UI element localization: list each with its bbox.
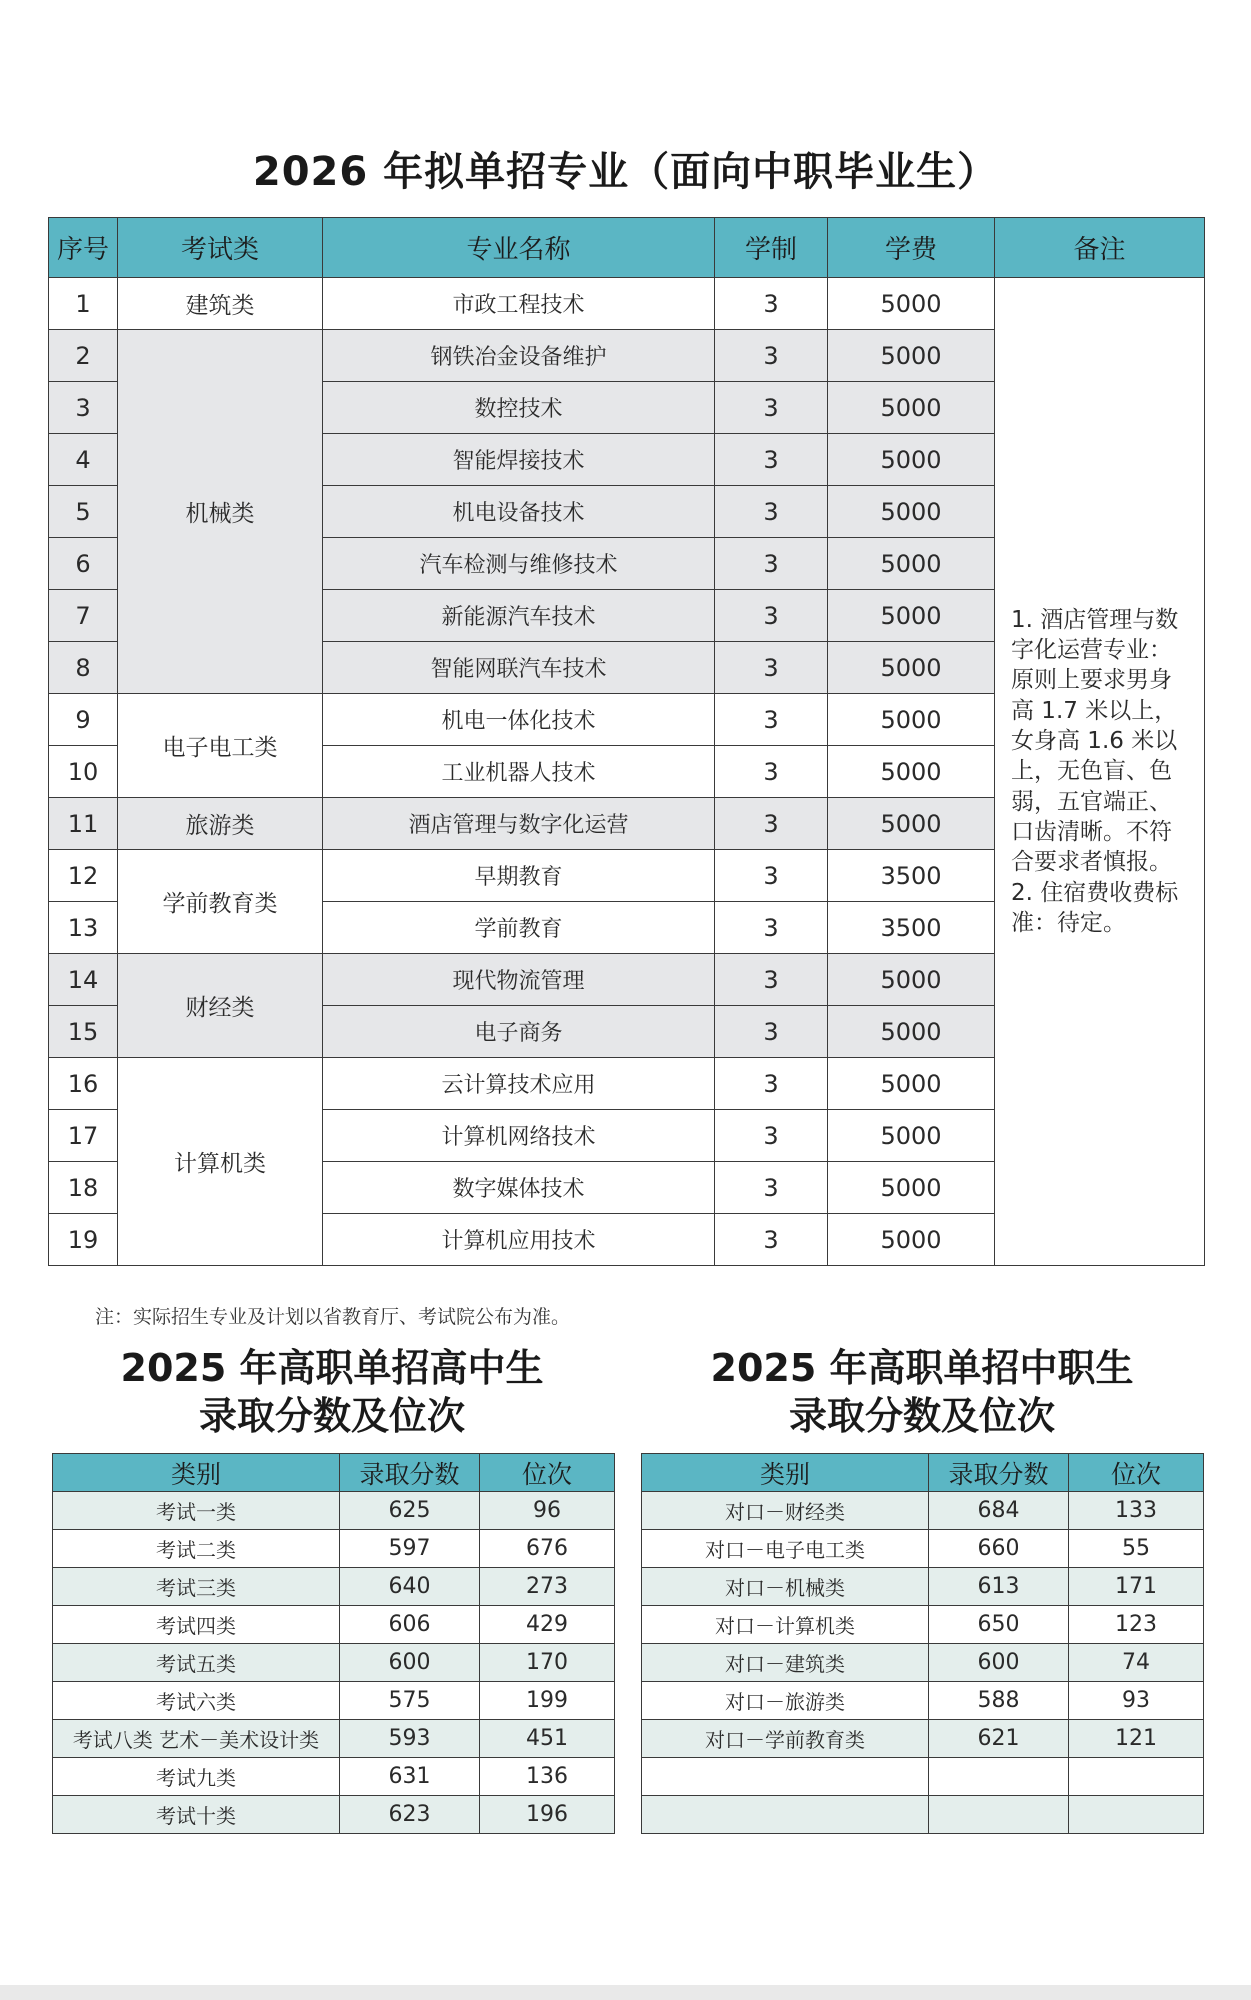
fee-cell: 5000: [828, 746, 995, 798]
fee-cell: 5000: [828, 486, 995, 538]
empty-cell: [929, 1758, 1069, 1796]
major-name: 计算机网络技术: [323, 1110, 715, 1162]
score-cell: 684: [929, 1492, 1069, 1530]
remark-line: 1. 酒店管理与数字化运营专业：原则上要求男身高 1.7 米以上，女身高 1.6 米以上，无色盲、色弱，五官端正、口齿清晰。不符合要求者慎报。: [1011, 606, 1179, 876]
rank-cell: 199: [480, 1682, 615, 1720]
years-cell: 3: [715, 954, 828, 1006]
rank-cell: 93: [1069, 1682, 1204, 1720]
header-years: 学制: [715, 218, 828, 278]
remark-line: 2. 住宿费收费标准：待定。: [1011, 879, 1179, 937]
header-rank: 位次: [1069, 1454, 1204, 1492]
remark-cell: [995, 278, 1205, 1266]
table-row: [642, 1606, 1204, 1644]
table-row: [53, 1568, 615, 1606]
bottom-strip: [0, 1985, 1251, 2000]
row-no: 10: [49, 746, 118, 798]
header-no: 序号: [49, 218, 118, 278]
row-no: 15: [49, 1006, 118, 1058]
high-school-score-table: [52, 1453, 615, 1834]
fee-cell: 5000: [828, 1110, 995, 1162]
score-cell: 600: [340, 1644, 480, 1682]
years-cell: 3: [715, 1162, 828, 1214]
row-no: 6: [49, 538, 118, 590]
years-cell: 3: [715, 434, 828, 486]
empty-cell: [929, 1796, 1069, 1834]
category-cell: 对口－电子电工类: [642, 1530, 929, 1568]
empty-cell: [1069, 1796, 1204, 1834]
category-cell: 考试八类 艺术－美术设计类: [53, 1720, 340, 1758]
score-cell: 606: [340, 1606, 480, 1644]
row-no: 2: [49, 330, 118, 382]
row-no: 8: [49, 642, 118, 694]
empty-cell: [642, 1796, 929, 1834]
rank-cell: 273: [480, 1568, 615, 1606]
rank-cell: 55: [1069, 1530, 1204, 1568]
major-name: 数控技术: [323, 382, 715, 434]
right-section-title: [642, 1345, 1202, 1440]
major-name: 新能源汽车技术: [323, 590, 715, 642]
rank-cell: 451: [480, 1720, 615, 1758]
category-cell: 考试四类: [53, 1606, 340, 1644]
score-cell: 631: [340, 1758, 480, 1796]
major-name: 早期教育: [323, 850, 715, 902]
fee-cell: 3500: [828, 850, 995, 902]
category-cell: 考试五类: [53, 1644, 340, 1682]
empty-row: [642, 1796, 1204, 1834]
score-cell: 650: [929, 1606, 1069, 1644]
category-cell: 对口－学前教育类: [642, 1720, 929, 1758]
empty-row: [642, 1758, 1204, 1796]
table-row: [53, 1606, 615, 1644]
left-title-line1: 2025 年高职单招高中生: [120, 1346, 544, 1390]
empty-cell: [1069, 1758, 1204, 1796]
major-name: 智能焊接技术: [323, 434, 715, 486]
years-cell: 3: [715, 1214, 828, 1266]
table-row: [53, 1758, 615, 1796]
category-cell: 建筑类: [118, 278, 323, 330]
rank-cell: 121: [1069, 1720, 1204, 1758]
fee-cell: 3500: [828, 902, 995, 954]
rank-cell: 133: [1069, 1492, 1204, 1530]
right-title-line2: 录取分数及位次: [788, 1393, 1055, 1438]
major-name: 酒店管理与数字化运营: [323, 798, 715, 850]
table-row: [642, 1682, 1204, 1720]
header-remark: 备注: [995, 218, 1205, 278]
fee-cell: 5000: [828, 1214, 995, 1266]
years-cell: 3: [715, 330, 828, 382]
years-cell: 3: [715, 486, 828, 538]
table-row: [642, 1644, 1204, 1682]
major-name: 工业机器人技术: [323, 746, 715, 798]
years-cell: 3: [715, 642, 828, 694]
major-name: 数字媒体技术: [323, 1162, 715, 1214]
category-cell: 对口－机械类: [642, 1568, 929, 1606]
score-cell: 640: [340, 1568, 480, 1606]
left-title-line2: 录取分数及位次: [198, 1393, 465, 1438]
row-no: 14: [49, 954, 118, 1006]
score-cell: 593: [340, 1720, 480, 1758]
page-title: 2026 年拟单招专业（面向中职毕业生）: [252, 149, 999, 195]
majors-header-row: [49, 218, 1205, 278]
category-cell: 机械类: [118, 330, 323, 694]
rank-cell: 171: [1069, 1568, 1204, 1606]
header-category: 类别: [53, 1454, 340, 1492]
footnote: 注：实际招生专业及计划以省教育厅、考试院公布为准。: [95, 1306, 571, 1328]
score-cell: 660: [929, 1530, 1069, 1568]
rank-cell: 136: [480, 1758, 615, 1796]
category-cell: 对口－旅游类: [642, 1682, 929, 1720]
category-cell: 旅游类: [118, 798, 323, 850]
header-fee: 学费: [828, 218, 995, 278]
score-cell: 588: [929, 1682, 1069, 1720]
fee-cell: 5000: [828, 954, 995, 1006]
category-cell: 考试一类: [53, 1492, 340, 1530]
score-cell: 575: [340, 1682, 480, 1720]
table-row: [53, 1644, 615, 1682]
score-cell: 613: [929, 1568, 1069, 1606]
rank-cell: 676: [480, 1530, 615, 1568]
table-row: [642, 1568, 1204, 1606]
category-cell: 考试六类: [53, 1682, 340, 1720]
years-cell: 3: [715, 278, 828, 330]
table-row: [642, 1530, 1204, 1568]
category-cell: 学前教育类: [118, 850, 323, 954]
fee-cell: 5000: [828, 694, 995, 746]
rank-cell: 96: [480, 1492, 615, 1530]
years-cell: 3: [715, 850, 828, 902]
fee-cell: 5000: [828, 382, 995, 434]
major-name: 云计算技术应用: [323, 1058, 715, 1110]
table-row: [49, 278, 1205, 330]
header-major: 专业名称: [323, 218, 715, 278]
table-row: [53, 1720, 615, 1758]
major-name: 汽车检测与维修技术: [323, 538, 715, 590]
category-cell: 电子电工类: [118, 694, 323, 798]
category-cell: 考试二类: [53, 1530, 340, 1568]
major-name: 市政工程技术: [323, 278, 715, 330]
table-row: [642, 1720, 1204, 1758]
rank-cell: 429: [480, 1606, 615, 1644]
row-no: 11: [49, 798, 118, 850]
row-no: 17: [49, 1110, 118, 1162]
major-name: 智能网联汽车技术: [323, 642, 715, 694]
score-header-row: [642, 1454, 1204, 1492]
empty-cell: [642, 1758, 929, 1796]
fee-cell: 5000: [828, 278, 995, 330]
years-cell: 3: [715, 694, 828, 746]
row-no: 16: [49, 1058, 118, 1110]
row-no: 4: [49, 434, 118, 486]
category-cell: 对口－计算机类: [642, 1606, 929, 1644]
row-no: 12: [49, 850, 118, 902]
row-no: 13: [49, 902, 118, 954]
row-no: 1: [49, 278, 118, 330]
header-score: 录取分数: [929, 1454, 1069, 1492]
table-row: [642, 1492, 1204, 1530]
fee-cell: 5000: [828, 434, 995, 486]
table-row: [53, 1530, 615, 1568]
rank-cell: 196: [480, 1796, 615, 1834]
years-cell: 3: [715, 382, 828, 434]
category-cell: 财经类: [118, 954, 323, 1058]
category-cell: 对口－建筑类: [642, 1644, 929, 1682]
fee-cell: 5000: [828, 1058, 995, 1110]
major-name: 现代物流管理: [323, 954, 715, 1006]
table-row: [53, 1796, 615, 1834]
score-header-row: [53, 1454, 615, 1492]
fee-cell: 5000: [828, 1006, 995, 1058]
score-cell: 623: [340, 1796, 480, 1834]
fee-cell: 5000: [828, 538, 995, 590]
vocational-score-table: [641, 1453, 1204, 1834]
row-no: 19: [49, 1214, 118, 1266]
row-no: 9: [49, 694, 118, 746]
header-category: 类别: [642, 1454, 929, 1492]
table-row: [53, 1492, 615, 1530]
row-no: 18: [49, 1162, 118, 1214]
years-cell: 3: [715, 590, 828, 642]
table-row: [53, 1682, 615, 1720]
years-cell: 3: [715, 1058, 828, 1110]
category-cell: 考试十类: [53, 1796, 340, 1834]
category-cell: 对口－财经类: [642, 1492, 929, 1530]
major-name: 学前教育: [323, 902, 715, 954]
row-no: 3: [49, 382, 118, 434]
rank-cell: 123: [1069, 1606, 1204, 1644]
row-no: 7: [49, 590, 118, 642]
fee-cell: 5000: [828, 642, 995, 694]
rank-cell: 74: [1069, 1644, 1204, 1682]
major-name: 电子商务: [323, 1006, 715, 1058]
fee-cell: 5000: [828, 590, 995, 642]
category-cell: 考试九类: [53, 1758, 340, 1796]
fee-cell: 5000: [828, 330, 995, 382]
majors-table: [48, 217, 1205, 1266]
score-cell: 621: [929, 1720, 1069, 1758]
major-name: 机电设备技术: [323, 486, 715, 538]
years-cell: 3: [715, 1006, 828, 1058]
right-title-line1: 2025 年高职单招中职生: [710, 1346, 1134, 1390]
years-cell: 3: [715, 538, 828, 590]
years-cell: 3: [715, 1110, 828, 1162]
header-rank: 位次: [480, 1454, 615, 1492]
years-cell: 3: [715, 902, 828, 954]
left-section-title: [52, 1345, 612, 1440]
years-cell: 3: [715, 746, 828, 798]
rank-cell: 170: [480, 1644, 615, 1682]
header-category: 考试类: [118, 218, 323, 278]
row-no: 5: [49, 486, 118, 538]
score-cell: 600: [929, 1644, 1069, 1682]
fee-cell: 5000: [828, 1162, 995, 1214]
category-cell: 计算机类: [118, 1058, 323, 1266]
fee-cell: 5000: [828, 798, 995, 850]
category-cell: 考试三类: [53, 1568, 340, 1606]
years-cell: 3: [715, 798, 828, 850]
major-name: 机电一体化技术: [323, 694, 715, 746]
major-name: 计算机应用技术: [323, 1214, 715, 1266]
header-score: 录取分数: [340, 1454, 480, 1492]
score-cell: 597: [340, 1530, 480, 1568]
score-cell: 625: [340, 1492, 480, 1530]
major-name: 钢铁冶金设备维护: [323, 330, 715, 382]
